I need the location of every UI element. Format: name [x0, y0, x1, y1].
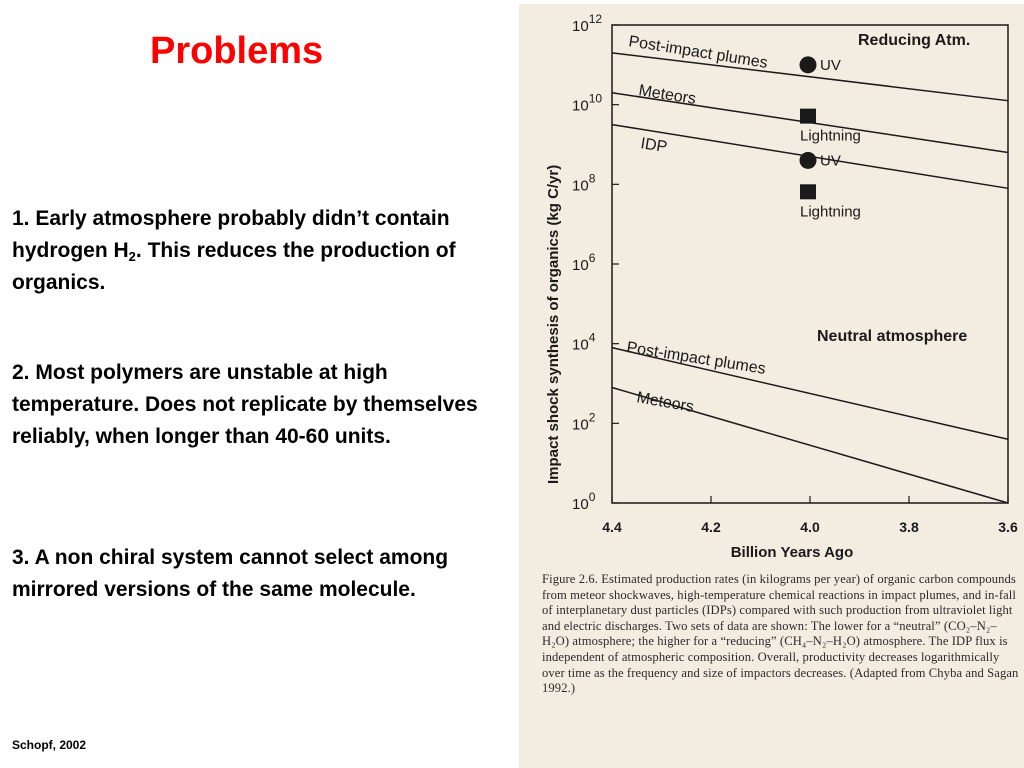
- x-tick-label: 4.4: [602, 519, 622, 535]
- series-label: Meteors: [635, 389, 696, 416]
- x-tick-label: 4.0: [800, 519, 820, 535]
- y-tick-label: $10^2$: [572, 410, 596, 434]
- problem-2: 2. Most polymers are unstable at high temperature. Does not replicate by themselves reliably, when longer than 40-60 units.: [12, 361, 478, 448]
- series-label: Post-impact plumes: [625, 339, 767, 378]
- x-tick-label: 3.6: [998, 519, 1018, 535]
- y-tick-label: $10^0$: [572, 490, 596, 513]
- slide-title: Problems: [150, 30, 324, 72]
- series-label: Meteors: [637, 82, 698, 108]
- lightning-marker: [800, 184, 816, 199]
- hydrogen-subscript: 2: [128, 249, 136, 264]
- uv-marker: [800, 56, 817, 73]
- lightning-label: Lightning: [800, 203, 861, 221]
- y-axis-label: Impact shock synthesis of organics (kg C/yr): [545, 164, 562, 484]
- series-label: Post-impact plumes: [627, 33, 769, 72]
- lightning-marker: [800, 109, 816, 124]
- problem-1-text-end: . This reduces the production of organics.: [12, 239, 456, 294]
- x-tick-label: 4.2: [701, 519, 721, 535]
- reducing-atm-label: Reducing Atm.: [858, 32, 971, 49]
- x-tick-label: 3.8: [899, 519, 919, 535]
- y-tick-label: $10^8$: [572, 171, 596, 195]
- uv-label: UV: [820, 152, 841, 170]
- problem-1-text-start: 1. Early atmosphere probably didn’t contain hydrogen H: [12, 207, 450, 262]
- uv-marker: [800, 152, 817, 169]
- y-tick-label: $10^{12}$: [572, 12, 603, 35]
- x-axis-label: Billion Years Ago: [730, 544, 854, 561]
- neutral-atm-label: Neutral atmosphere: [817, 328, 968, 345]
- series-label: IDP: [639, 135, 669, 157]
- chart-marks: [572, 12, 1018, 535]
- lightning-label: Lightning: [800, 127, 861, 145]
- uv-label: UV: [820, 56, 841, 74]
- figure-caption: Figure 2.6. Estimated production rates (in kilograms per year) of organic carbon compounds from meteor shockwaves, high-temperature chemical reactions in impact plumes, and in-fall of interplanetary dust particles (IDPs) compared with such production from ultraviolet light and electric discharges. Two sets of data are shown: The lower for a “neutral” (CO₂–N₂–H₂O) atmosphere; the higher for a “reducing” (CH₄–N₂–H₂O) atmosphere. The IDP flux is independent of atmospheric composition. Overall, productivity decreases logarithmically over time as the frequency and size of impactors decreases. (Adapted from Chyba and Sagan 1992.): [542, 572, 1019, 696]
- y-tick-label: $10^4$: [572, 330, 596, 354]
- citation: Schopf, 2002: [12, 738, 87, 752]
- y-tick-label: $10^{10}$: [572, 91, 603, 115]
- y-tick-label: $10^6$: [572, 251, 596, 274]
- problem-3: 3. A non chiral system cannot select among mirrored versions of the same molecule.: [12, 546, 449, 601]
